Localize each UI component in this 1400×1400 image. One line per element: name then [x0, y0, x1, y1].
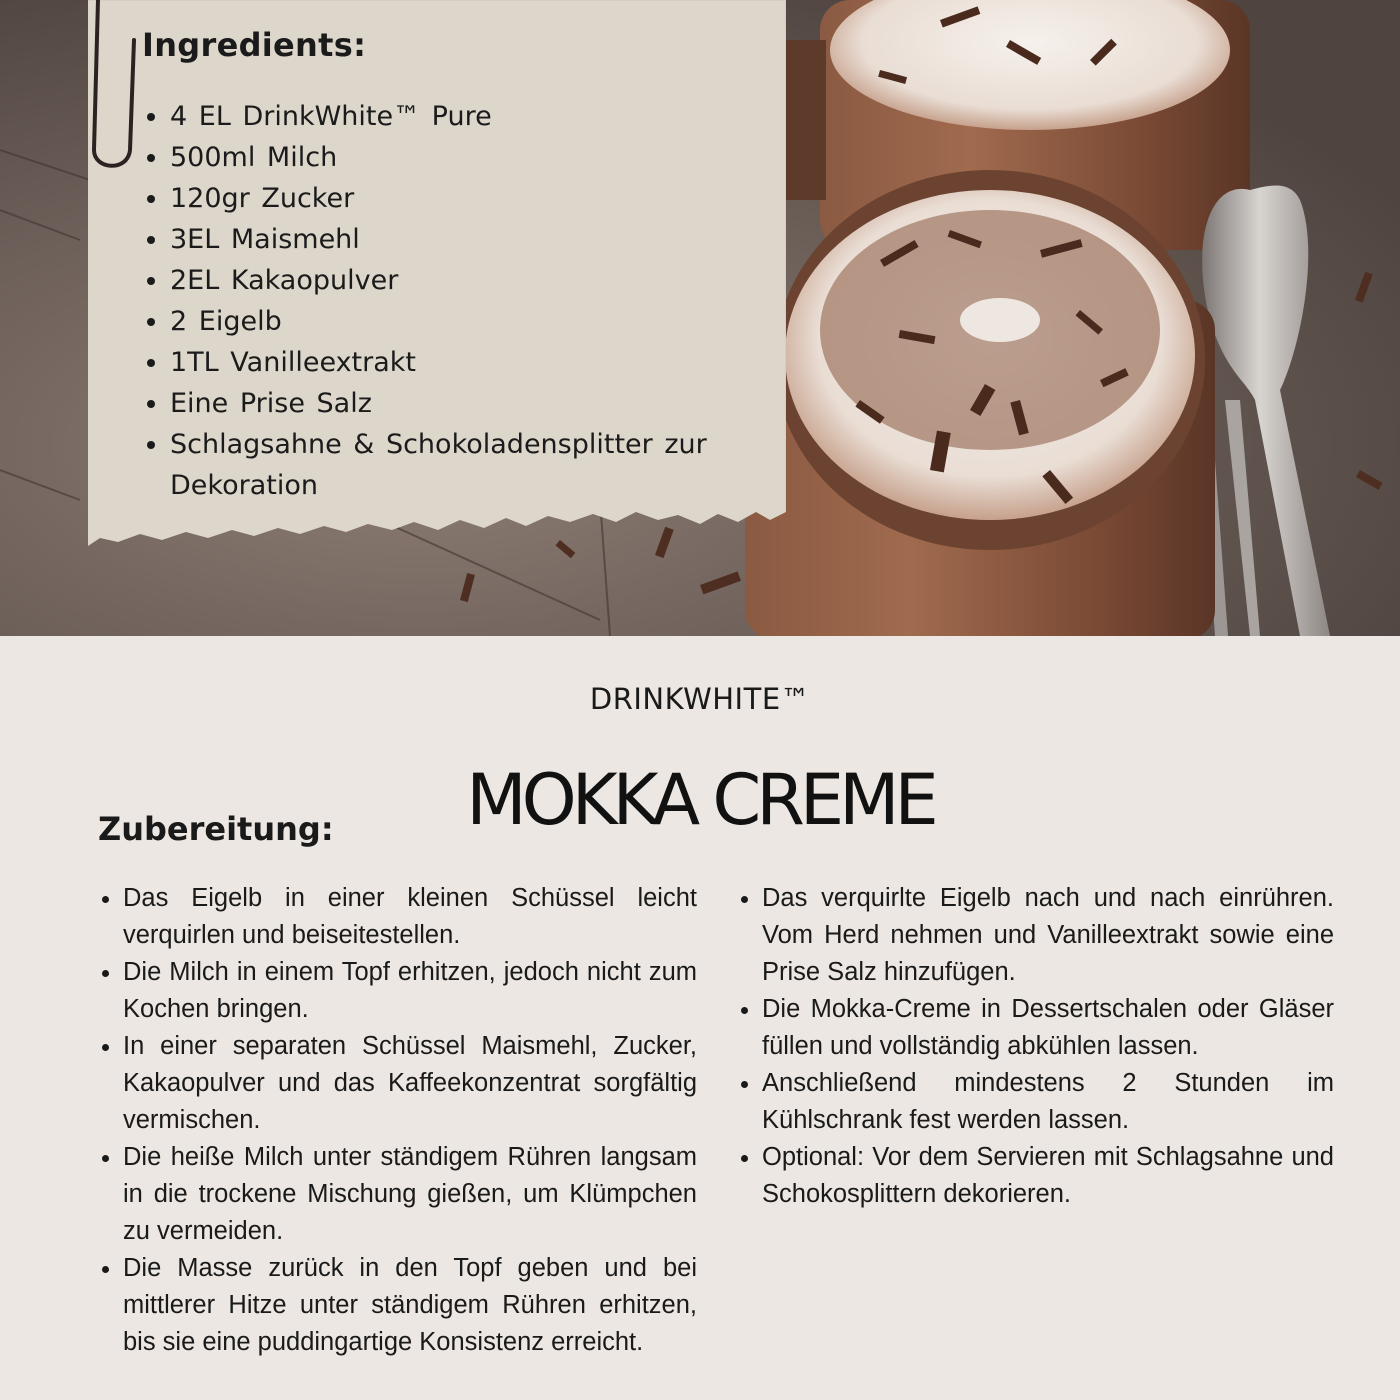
step-item: • Die Masse zurück in den Topf geben und bei mittlerer Hitze unter ständigem Rühren erhitzen, bis sie eine puddingartige Konsistenz erreicht. — [123, 1250, 697, 1361]
step-item: • Anschließend mindestens 2 Stunden im Kühlschrank fest werden lassen. — [762, 1065, 1334, 1139]
hero-photo — [0, 0, 1400, 636]
step-item: • Optional: Vor dem Servieren mit Schlagsahne und Schokosplittern dekorieren. — [762, 1139, 1334, 1213]
ingredients-heading: Ingredients: — [142, 26, 367, 64]
step-item: • Die heiße Milch unter ständigem Rühren langsam in die trockene Mischung gießen, um Klümpchen zu vermeiden. — [123, 1139, 697, 1250]
step-item: • Die Mokka-Creme in Dessertschalen oder Gläser füllen und vollständig abkühlen lassen. — [762, 991, 1334, 1065]
preparation-steps-right — [737, 880, 1334, 1213]
step-item: • In einer separaten Schüssel Maismehl, Zucker, Kakaopulver und das Kaffeekonzentrat sorgfältig vermischen. — [123, 1028, 697, 1139]
ingredient-item: • 500ml Milch — [170, 137, 730, 178]
ingredient-item: • 120gr Zucker — [170, 178, 730, 219]
ingredient-item: • 4 EL DrinkWhite™ Pure — [170, 96, 730, 137]
ingredients-list — [142, 96, 730, 506]
ingredient-item: • 1TL Vanilleextrakt — [170, 342, 730, 383]
paperclip-icon — [88, 0, 148, 180]
preparation-steps-left — [98, 880, 697, 1361]
step-item: • Die Milch in einem Topf erhitzen, jedoch nicht zum Kochen bringen. — [123, 954, 697, 1028]
ingredient-item: • Eine Prise Salz — [170, 383, 730, 424]
brand-name: DRINKWHITE™ — [589, 682, 811, 716]
ingredient-item: • 3EL Maismehl — [170, 219, 730, 260]
ingredient-item: • 2 Eigelb — [170, 301, 730, 342]
step-item: • Das Eigelb in einer kleinen Schüssel leicht verquirlen und beiseitestellen. — [123, 880, 697, 954]
preparation-heading: Zubereitung: — [98, 810, 334, 848]
ingredient-item: • Schlagsahne & Schokoladensplitter zur Dekoration — [170, 424, 730, 506]
ingredients-note — [88, 0, 786, 548]
step-item: • Das verquirlte Eigelb nach und nach einrühren. Vom Herd nehmen und Vanilleextrakt sowie eine Prise Salz hinzufügen. — [762, 880, 1334, 991]
recipe-title: MOKKA CREME — [466, 758, 934, 841]
ingredient-item: • 2EL Kakaopulver — [170, 260, 730, 301]
